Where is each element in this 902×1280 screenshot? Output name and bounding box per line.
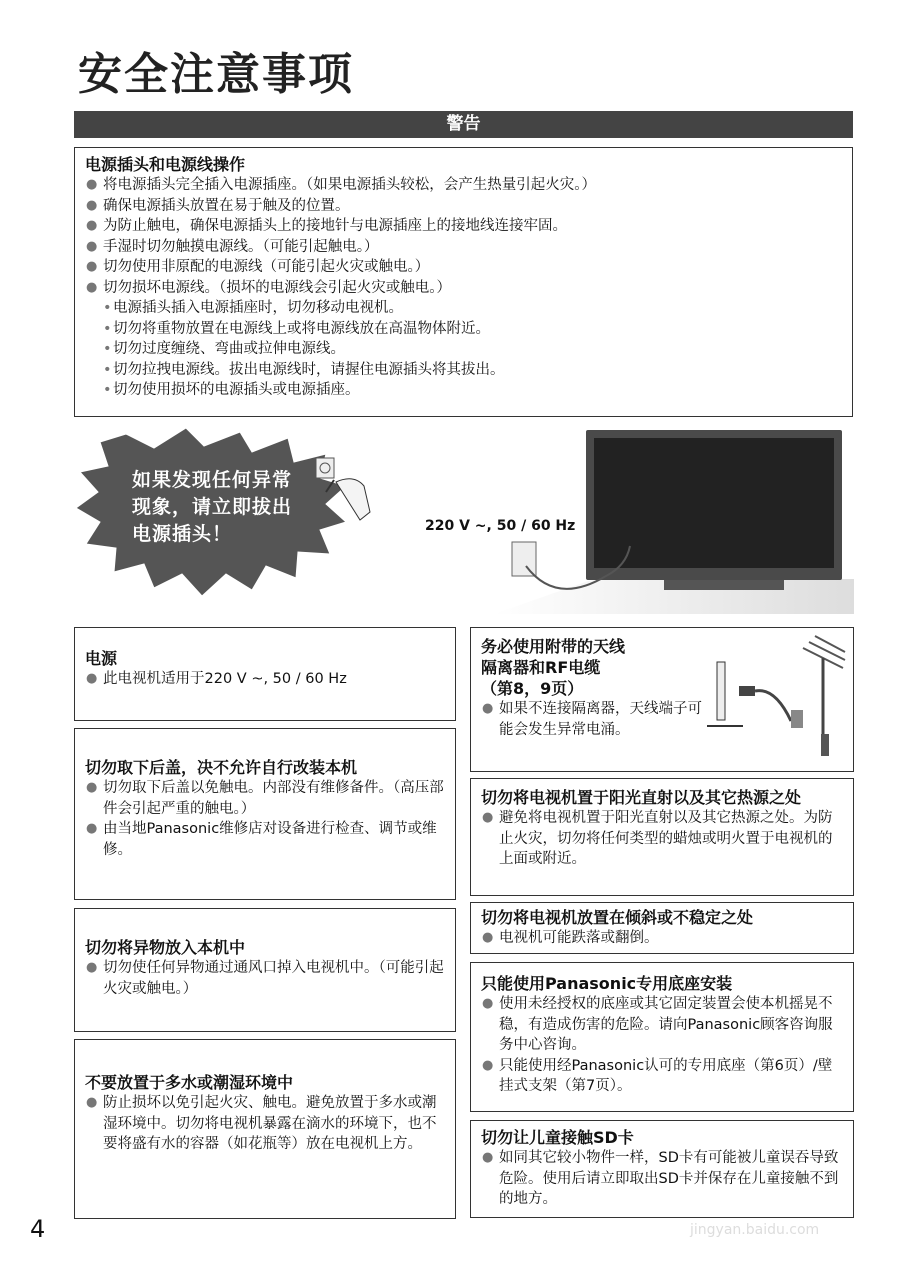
list-item: ● 将电源插头完全插入电源插座。（如果电源插头较松，会产生热量引起火灾。） [85,175,842,196]
moisture-box [74,1039,456,1219]
list-item: ● 为防止触电，确保电源插头上的接地针与电源插座上的接地线连接牢固。 [85,216,842,237]
sub-list-item: • 切勿使用损坏的电源插头或电源插座。 [85,380,842,401]
stand-box [470,962,854,1112]
list-item: ● 只能使用经Panasonic认可的专用底座（第6页）/壁挂式支架（第7页）。 [481,1056,843,1097]
box-heading: （第8，9页） [481,679,584,698]
box-heading: 切勿将异物放入本机中 [85,938,246,957]
box-heading: 切勿让儿童接触SD卡 [481,1128,634,1147]
voltage-label: 220 V ~, 50 / 60 Hz [425,518,576,534]
antenna-illustration [703,634,848,764]
outlet-icon [316,458,334,478]
list-item: ● 由当地Panasonic维修店对设备进行检查、调节或维修。 [85,819,445,860]
rf-cable [755,691,791,721]
list-item: ● 确保电源插头放置在易于触及的位置。 [85,196,842,217]
box-heading: 电源 [85,649,118,668]
foreign-object-box [74,908,456,1032]
list-item: ● 使用未经授权的底座或其它固定装置会使本机摇晃不稳，有造成伤害的危险。请向Panasonic顾客咨询服务中心咨询。 [481,994,843,1056]
box-heading: 隔离器和RF电缆 [481,658,601,677]
sunlight-box [470,778,854,896]
illustration-area [74,424,854,616]
back-cover-box [74,728,456,900]
isolator-icon [739,686,755,696]
sub-list-item: • 切勿拉拽电源线。拔出电源线时，请握住电源插头将其拔出。 [85,360,842,381]
tv-side-icon [717,662,725,720]
unstable-box [470,902,854,954]
plug-section [74,147,853,417]
connector-icon [791,710,803,728]
plug-heading: 电源插头和电源线操作 [85,155,246,174]
power-box [74,627,456,721]
hand-icon [336,479,370,520]
antenna-box [470,627,854,772]
box-heading: 不要放置于多水或潮湿环境中 [85,1073,294,1092]
list-item: ● 切勿取下后盖以免触电。内部没有维修备件。（高压部件会引起严重的触电。） [85,778,445,819]
sd-card-box [470,1120,854,1218]
list-item: ● 切勿使任何异物通过通风口掉入电视机中。（可能引起火灾或触电。） [85,958,445,999]
box-heading: 务必使用附带的天线 [481,637,626,656]
list-item: ● 切勿使用非原配的电源线（可能引起火灾或触电。） [85,257,842,278]
box-heading: 只能使用Panasonic专用底座安装 [481,974,733,993]
page-title: 安全注意事项 [78,49,354,100]
list-item: ● 此电视机适用于220 V ~, 50 / 60 Hz [85,669,445,690]
sub-list-item: • 切勿过度缠绕、弯曲或拉伸电源线。 [85,339,842,360]
tv-stand-icon [664,580,784,590]
watermark: jingyan.baidu.com [690,1222,820,1238]
sub-list-item: • 切勿将重物放置在电源线上或将电源线放在高温物体附近。 [85,319,842,340]
sub-list-item: • 电源插头插入电源插座时，切勿移动电视机。 [85,298,842,319]
list-item: ● 如果不连接隔离器，天线端子可能会发生异常电涌。 [481,699,706,740]
box-heading: 切勿将电视机置于阳光直射以及其它热源之处 [481,788,802,807]
wall-socket-icon [512,542,536,576]
page-number: 4 [30,1215,46,1243]
list-item: ● 如同其它较小物件一样，SD卡有可能被儿童误吞导致危险。使用后请立即取出SD卡并保存在儿童接触不到的地方。 [481,1148,843,1210]
list-item: ● 防止损坏以免引起火灾、触电。避免放置于多水或潮湿环境中。切勿将电视机暴露在滴水的环境下，也不要将盛有水的容器（如花瓶等）放在电视机上方。 [85,1093,445,1155]
list-item: ● 手湿时切勿触摸电源线。（可能引起触电。） [85,237,842,258]
box-heading: 切勿取下后盖，决不允许自行改装本机 [85,758,358,777]
list-item: ● 切勿损坏电源线。（损坏的电源线会引起火灾或触电。） [85,278,842,299]
list-item: ● 避免将电视机置于阳光直射以及其它热源之处。为防止火灾，切勿将任何类型的蜡烛或明火置于电视机的上面或附近。 [481,808,843,870]
box-heading: 切勿将电视机放置在倾斜或不稳定之处 [481,908,754,927]
list-item: ● 电视机可能跌落或翻倒。 [481,928,843,949]
warning-banner: 警告 [74,111,853,138]
unplug-callout: 如果发现任何异常 现象，请立即拔出 电源插头！ [132,469,293,545]
